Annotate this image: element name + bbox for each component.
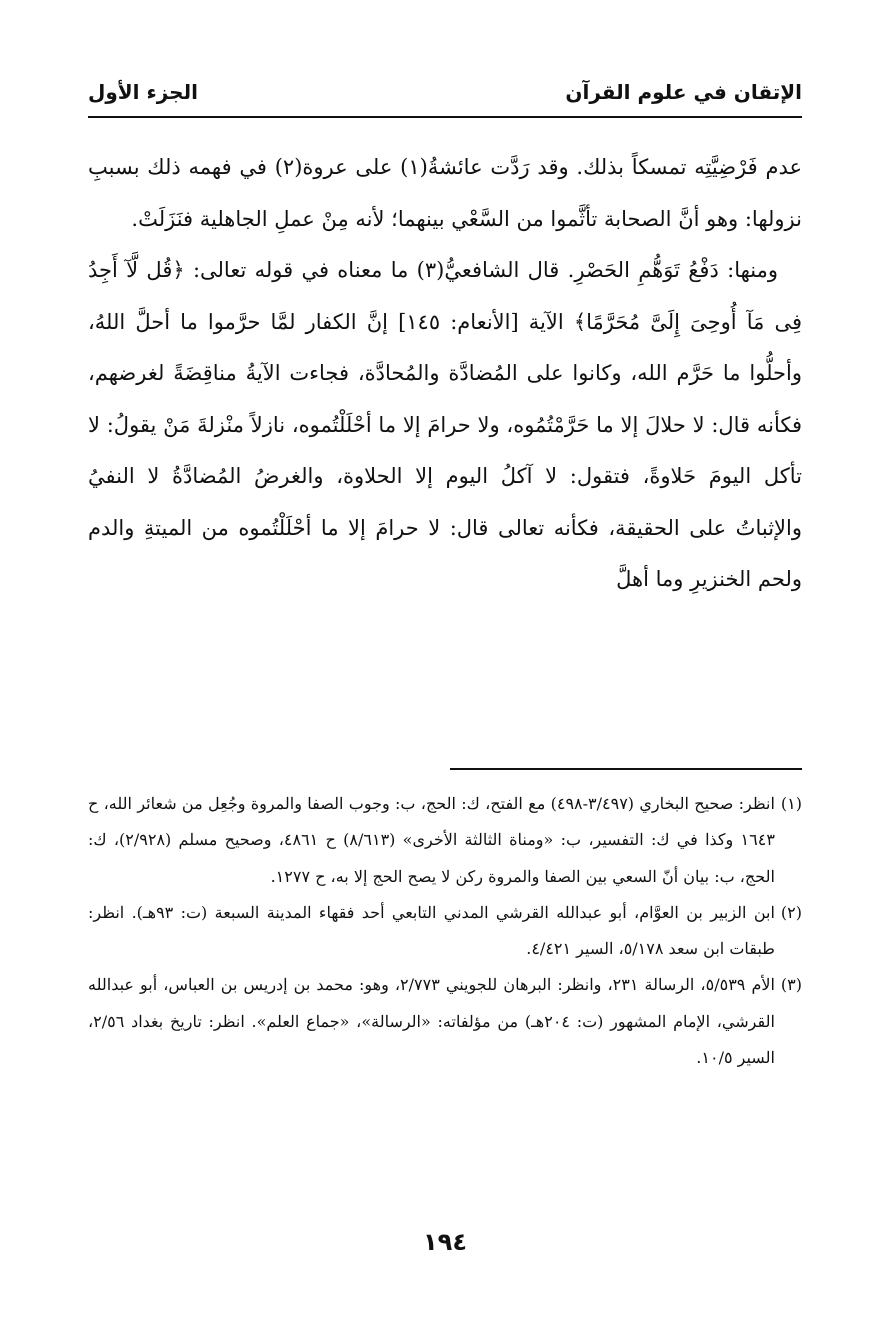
volume-label: الجزء الأول — [88, 80, 198, 104]
footnote-mark: (٣) — [780, 975, 802, 995]
book-title: الإتقان في علوم القرآن — [565, 80, 802, 104]
footnote-3 — [88, 967, 802, 1076]
footnote-text: ابن الزبير بن العوَّام، أبو عبدالله القرشي المدني التابعي أحد فقهاء المدينة السبعة (ت: ٩٣هـ). انظر: طبقات ابن سعد ٥/١٧٨، السير ٤/٤٢١. — [88, 902, 775, 959]
paragraph-1: عدم فَرْضِيَّتِه تمسكاً بذلك. وقد رَدَّت عائشةُ(١) على عروة(٢) في فهمه ذلك بسببِ نزولها: وهو أنَّ الصحابة تأثَّموا من السَّعْي بينهما؛ لأنه مِنْ عملِ الجاهلية فنَزَلَتْ. — [88, 155, 802, 231]
main-text — [88, 142, 802, 606]
page-number: ١٩٤ — [423, 1228, 467, 1256]
footnote-text: انظر: صحيح البخاري (٣/٤٩٧-٤٩٨) مع الفتح، ك: الحج، ب: وجوب الصفا والمروة وجُعِل من شعائر الله، ح ١٦٤٣ وكذا في ك: التفسير، ب: «ومناة الثالثة الأخرى» (٨/٦١٣) ح ٤٨٦١، وصحيح مسلم (٢/٩٢٨)، ك: الحج، ب: بيان أنّ السعي بين الصفا والمروة ركن لا يصح الحج إلا به، ح ١٢٧٧. — [88, 794, 775, 886]
footnote-text: الأم ٥/٥٣٩، الرسالة ٢٣١، وانظر: البرهان للجويني ٢/٧٧٣، وهو: محمد بن إدريس بن العباس، أبو عبدالله القرشي، الإمام المشهور (ت: ٢٠٤هـ) من مؤلفاته: «الرسالة»، «جماع العلم». انظر: تاريخ بغداد ٢/٥٦، السير ١٠/٥. — [88, 975, 775, 1068]
footnote-2 — [88, 895, 802, 968]
footnotes — [88, 786, 802, 1076]
footnote-mark: (٢) — [780, 902, 802, 922]
running-header — [88, 72, 802, 112]
footnote-mark: (١) — [780, 794, 802, 813]
footnote-separator — [450, 768, 802, 770]
paragraph-2: ومنها: دَفْعُ تَوَهُّمِ الحَصْرِ. قال الشافعيُّ(٣) ما معناه في قوله تعالى: ﴿قُل لَّآ أَجِدُ فِى مَآ أُوحِىَ إِلَىَّ مُحَرَّمًا﴾ الآية [الأنعام: ١٤٥] إنَّ الكفار لمَّا حرَّموا ما أحلَّ اللهُ، وأحلُّوا ما حَرَّم الله، وكانوا على المُضادَّة والمُحادَّة، فجاءت الآيةُ مناقِضَةً لغرضهم، فكأنه قال: لا حلالَ إلا ما حَرَّمْتُمُوه، ولا حرامَ إلا ما أحْلَلْتُموه، نازلاً منْزلةَ مَنْ يقولُ: لا تأكل اليومَ حَلاوةً، فتقول: لا آكلُ اليوم إلا الحلاوة، والغرضُ المُضادَّةُ لا النفيُ والإثباتُ على الحقيقة، فكأنه تعالى قال: لا حرامَ إلا ما أحْلَلْتُموه من الميتةِ والدم ولحم الخنزيرِ وما أهلَّ — [88, 258, 802, 591]
footnote-1 — [88, 786, 802, 895]
header-rule — [88, 116, 802, 118]
